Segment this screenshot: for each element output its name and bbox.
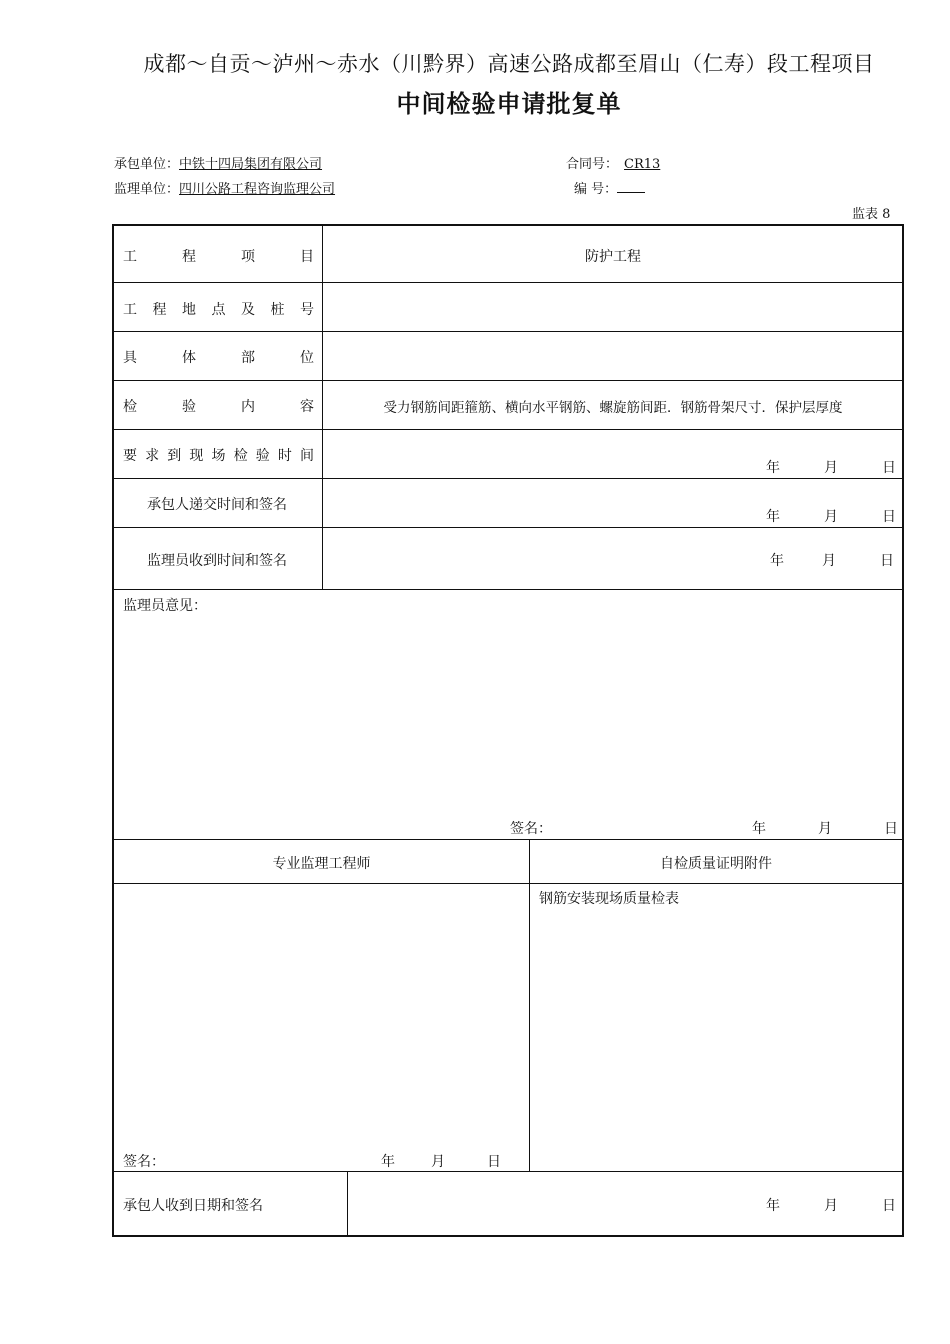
serial-no-info <box>574 178 645 197</box>
row-divider <box>114 527 902 528</box>
attachments-header: 自检质量证明附件 <box>660 856 772 872</box>
row-divider <box>114 380 902 381</box>
contractor-info <box>114 153 322 172</box>
contractor-receive-date[interactable]: 年 月 日 <box>766 1198 896 1214</box>
label-content: 检 验 内 容 <box>123 399 314 415</box>
opinion-input-area[interactable] <box>118 615 898 810</box>
engineer-input-area[interactable] <box>118 890 523 1135</box>
column-divider <box>347 1171 348 1235</box>
label-part: 具 体 部 位 <box>123 350 314 366</box>
serial-no-label: 编 号： <box>574 182 618 197</box>
row-divider <box>114 478 902 479</box>
supervisor-receive-date[interactable]: 年 月 日 <box>770 553 894 569</box>
row-divider <box>114 282 902 283</box>
contract-no-info <box>566 153 666 172</box>
form-code: 监表 8 <box>852 207 891 222</box>
row-divider <box>114 883 902 884</box>
form-title: 中间检验申请批复单 <box>396 90 622 118</box>
project-title: 成都～自贡～泸州～赤水（川黔界）高速公路成都至眉山（仁寿）段工程项目 <box>143 52 875 76</box>
label-contractor-receive: 承包人收到日期和签名 <box>123 1198 263 1214</box>
serial-no-field[interactable] <box>617 180 645 193</box>
contractor-label: 承包单位： <box>114 157 180 172</box>
contractor-value: 中铁十四局集团有限公司 <box>179 157 323 172</box>
engineer-date[interactable]: 年 月 日 <box>381 1154 501 1170</box>
engineer-header: 专业监理工程师 <box>272 856 371 872</box>
label-supervisor-receive: 监理员收到时间和签名 <box>147 553 287 569</box>
contractor-submit-date[interactable]: 年 月 日 <box>766 509 896 525</box>
value-project-item[interactable]: 防护工程 <box>585 249 641 265</box>
supervisor-label: 监理单位： <box>114 182 180 197</box>
opinion-date[interactable]: 年 月 日 <box>752 821 898 837</box>
row-divider <box>114 589 902 590</box>
engineer-sign-label: 签名： <box>123 1154 165 1170</box>
supervisor-info <box>114 178 335 197</box>
label-contractor-submit: 承包人递交时间和签名 <box>147 497 287 513</box>
label-project-item: 工 程 项 目 <box>123 249 314 265</box>
column-divider <box>529 839 530 1171</box>
label-required-time: 要 求 到 现 场 检 验 时 间 <box>123 448 314 464</box>
contract-no-value: CR13 <box>624 157 661 172</box>
row-divider <box>114 429 902 430</box>
row-divider <box>114 1171 902 1172</box>
value-content[interactable]: 受力钢筋间距箍筋、横向水平钢筋、螺旋筋间距．钢筋骨架尺寸．保护层厚度 <box>383 400 843 416</box>
required-time-date[interactable]: 年 月 日 <box>766 460 896 476</box>
row-divider <box>114 331 902 332</box>
supervisor-value: 四川公路工程咨询监理公司 <box>179 182 336 197</box>
label-location: 工 程 地 点 及 桩 号 <box>123 302 314 318</box>
opinion-sign-label: 签名： <box>510 821 552 837</box>
row-divider <box>114 839 902 840</box>
contract-no-label: 合同号： <box>566 157 619 172</box>
opinion-label: 监理员意见： <box>123 598 207 614</box>
attachment-item: 钢筋安装现场质量检表 <box>539 891 679 907</box>
